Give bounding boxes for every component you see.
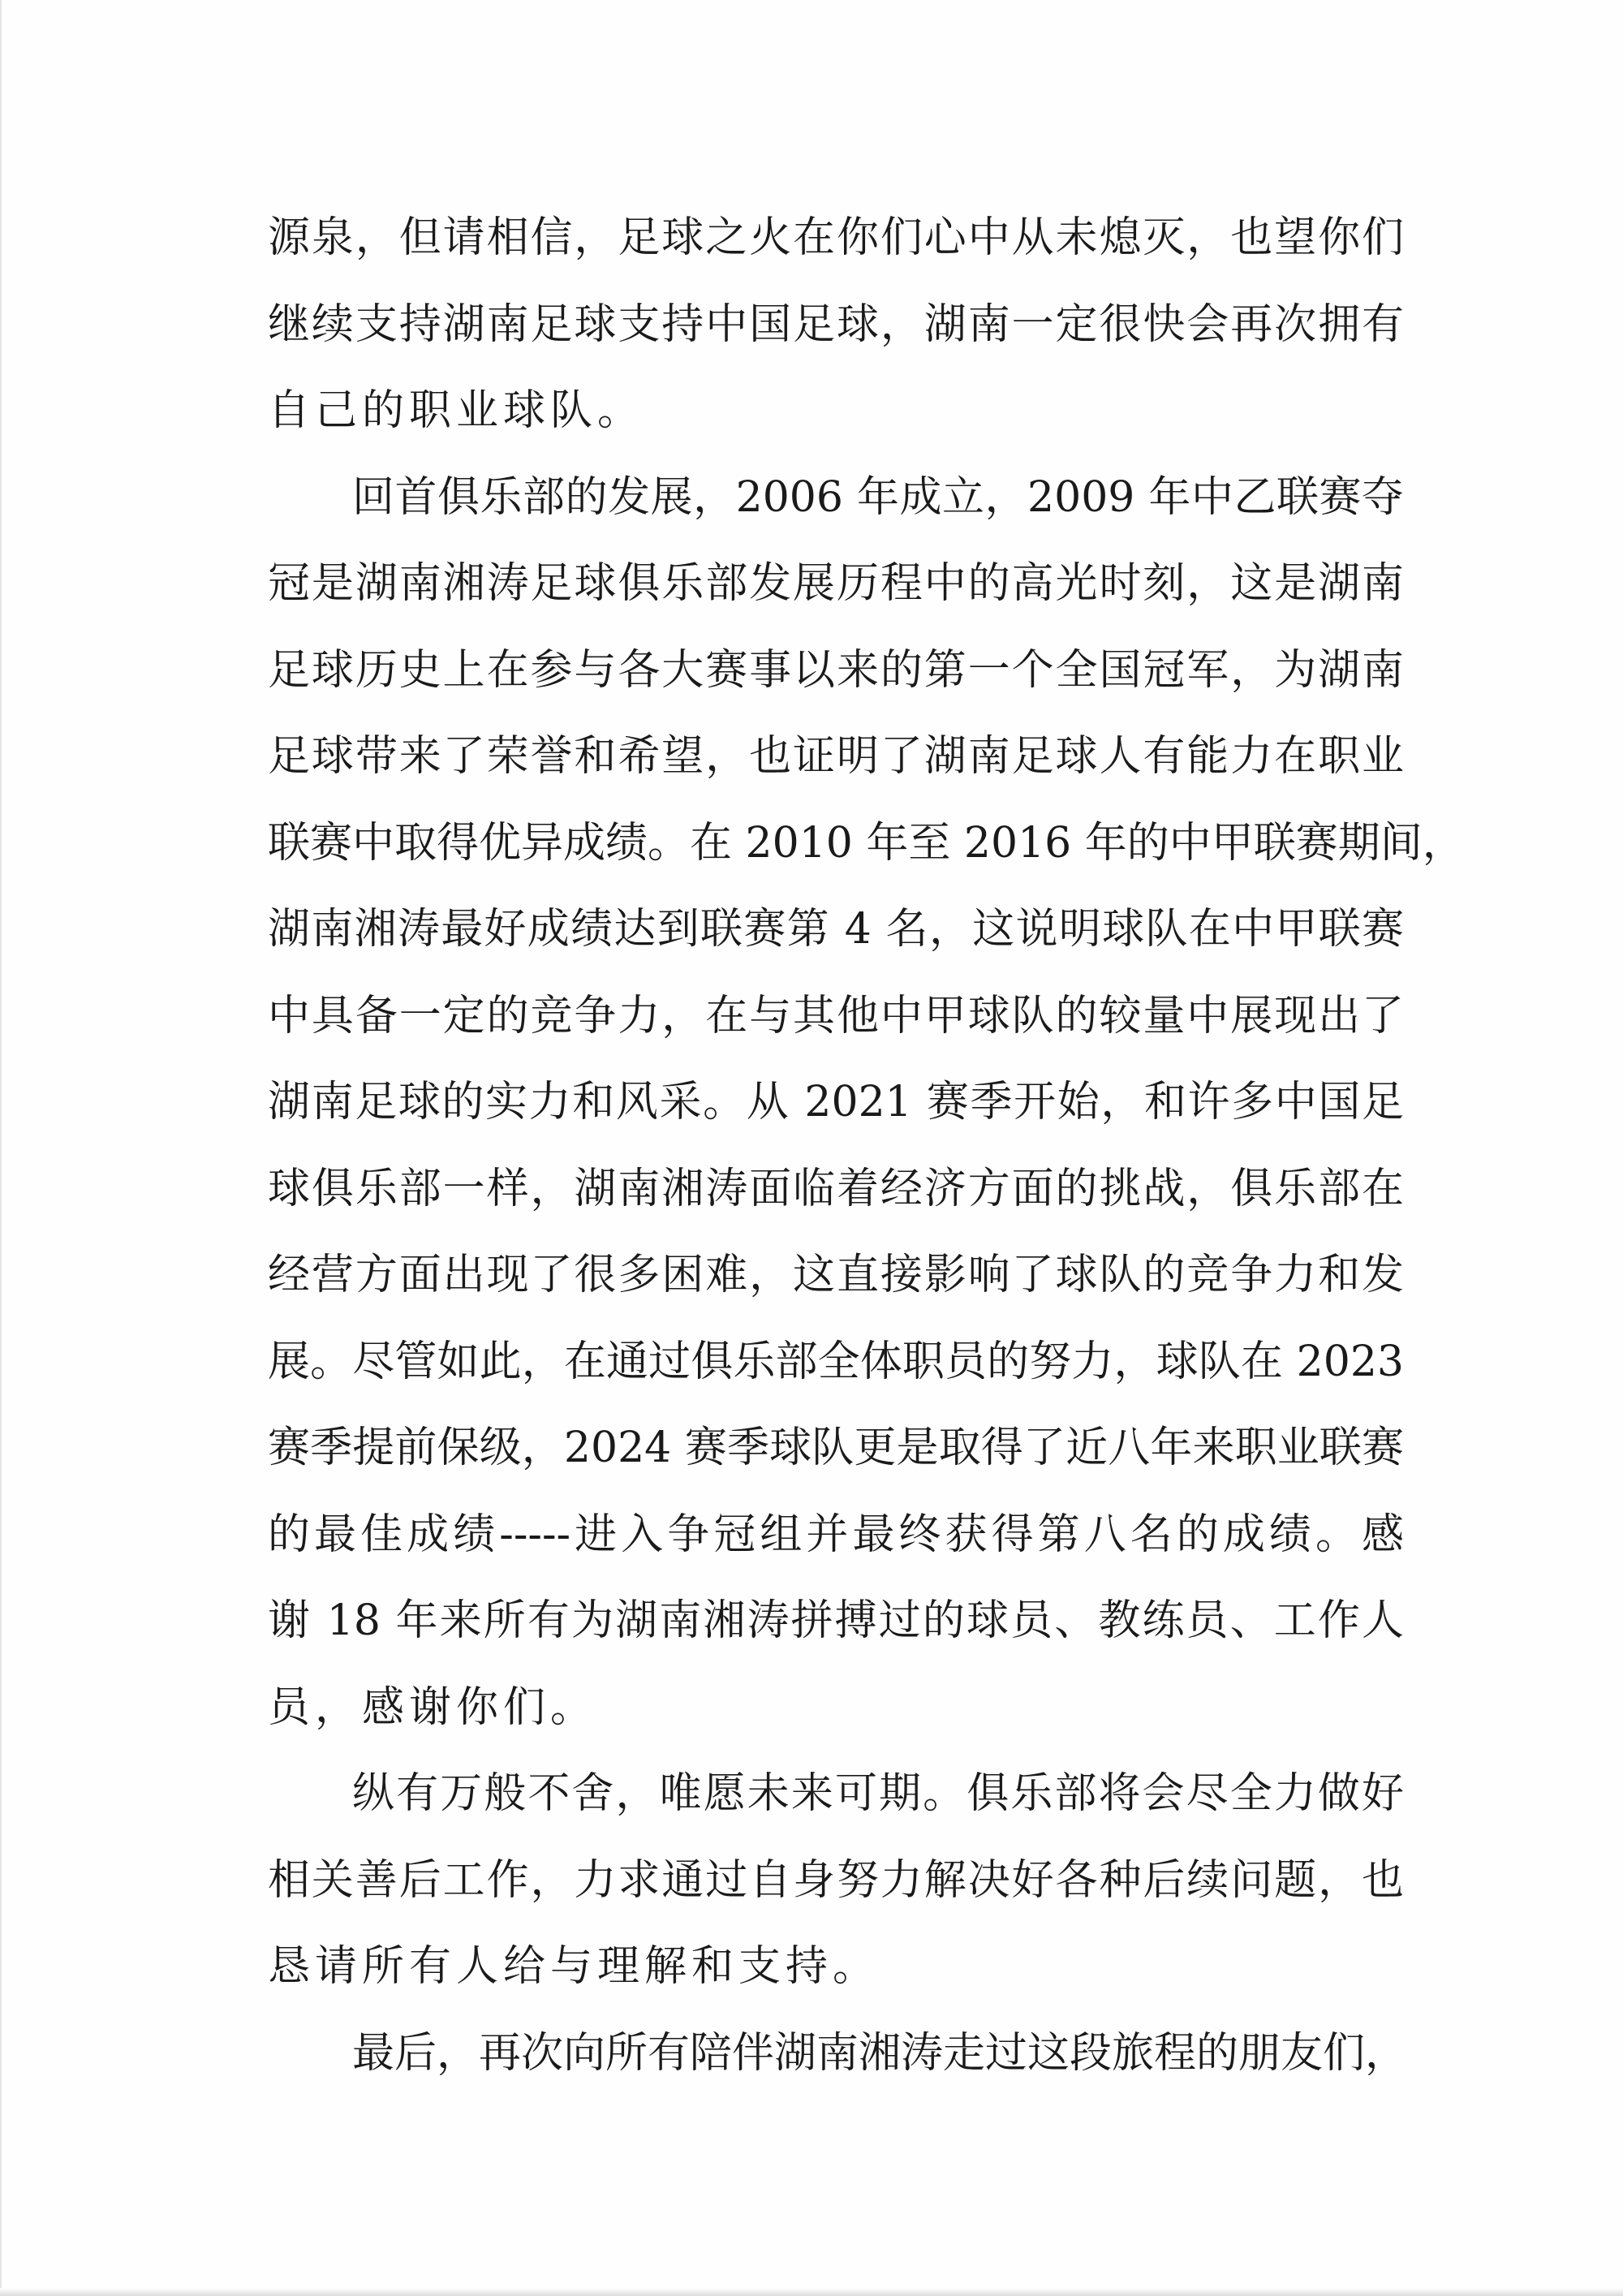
text-line: 谢 18 年来所有为湖南湘涛拼搏过的球员、教练员、工作人 <box>268 1596 1404 1645</box>
text-line: 联赛中取得优异成绩。在 2010 年至 2016 年的中甲联赛期间， <box>268 818 1465 868</box>
text-line: 纵有万般不舍，唯愿未来可期。俱乐部将会尽全力做好 <box>352 1769 1404 1818</box>
text-line: 足球带来了荣誉和希望，也证明了湖南足球人有能力在职业 <box>268 732 1404 781</box>
text-line: 继续支持湖南足球支持中国足球，湖南一定很快会再次拥有 <box>268 299 1404 349</box>
paragraph-3 <box>268 1751 1404 2010</box>
text-line: 足球历史上在参与各大赛事以来的第一个全国冠军，为湖南 <box>268 645 1404 695</box>
text-line: 的最佳成绩-----进入争冠组并最终获得第八名的成绩。感 <box>268 1510 1404 1559</box>
text-line: 相关善后工作，力求通过自身努力解决好各种后续问题，也 <box>268 1855 1404 1905</box>
text-line: 冠是湖南湘涛足球俱乐部发展历程中的高光时刻，这是湖南 <box>268 559 1404 608</box>
text-line: 恳请所有人给与理解和支持。 <box>268 1942 880 1991</box>
text-line: 湖南足球的实力和风采。从 2021 赛季开始，和许多中国足 <box>268 1078 1404 1126</box>
paragraph-4 <box>268 2010 1408 2097</box>
text-line: 员，感谢你们。 <box>268 1682 598 1732</box>
text-line: 展。尽管如此，在通过俱乐部全体职员的努力，球队在 2023 <box>268 1337 1404 1386</box>
text-line: 最后，再次向所有陪伴湖南湘涛走过这段旅程的朋友们， <box>352 2028 1408 2078</box>
paragraph-1 <box>268 195 1404 454</box>
scan-edge-bottom <box>0 2288 1623 2296</box>
paragraph-2 <box>268 454 1465 1751</box>
text-line: 回首俱乐部的发展，2006 年成立，2009 年中乙联赛夺 <box>352 472 1404 522</box>
text-line: 湖南湘涛最好成绩达到联赛第 4 名，这说明球队在中甲联赛 <box>268 905 1404 954</box>
text-line: 经营方面出现了很多困难，这直接影响了球队的竞争力和发 <box>268 1251 1404 1299</box>
text-line: 中具备一定的竞争力，在与其他中甲球队的较量中展现出了 <box>268 991 1404 1040</box>
text-line: 赛季提前保级，2024 赛季球队更是取得了近八年来职业联赛 <box>268 1424 1404 1472</box>
text-line: 源泉，但请相信，足球之火在你们心中从未熄灭，也望你们 <box>268 213 1404 262</box>
letter-body <box>268 195 1465 2096</box>
scan-edge-left <box>0 0 2 2296</box>
text-line: 球俱乐部一样，湖南湘涛面临着经济方面的挑战，俱乐部在 <box>268 1164 1404 1213</box>
text-line: 自己的职业球队。 <box>268 386 645 435</box>
